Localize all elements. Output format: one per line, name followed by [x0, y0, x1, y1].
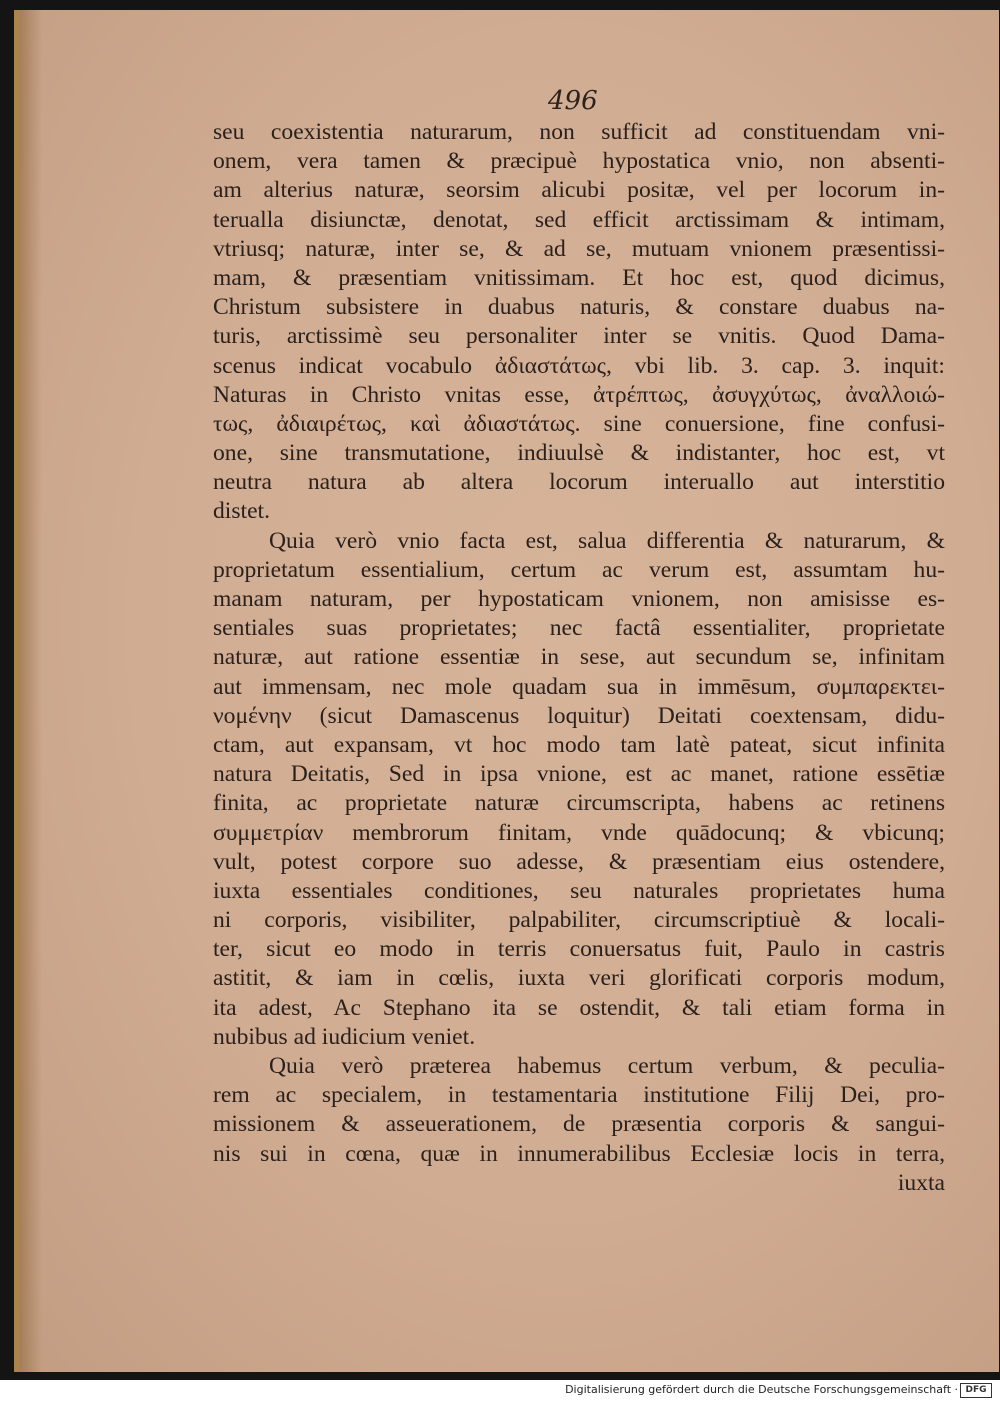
text-line: distet.	[213, 498, 271, 525]
text-line: naturæ, aut ratione essentiæ in sese, aut secundum se, infinitam	[213, 644, 945, 671]
text-line: rem ac specialem, in testamentaria institutione Filij Dei, pro-	[213, 1082, 945, 1109]
text-line: ita adest, Ac Stephano ita se ostendit, & tali etiam forma in	[213, 994, 945, 1021]
text-line: scenus indicat vocabulo ἀδιαστάτως, vbi lib. 3. cap. 3. inquit:	[213, 352, 945, 379]
text-line: Quia verò præterea habemus certum verbum, & peculia-	[269, 1053, 945, 1079]
text-line: finita, ac proprietate naturæ circumscripta, habens ac retinens	[213, 790, 945, 817]
digitization-credit: Digitalisierung gefördert durch die Deutsche Forschungsgemeinschaft ·	[565, 1383, 958, 1396]
page-number: 496	[548, 86, 598, 116]
text-line: manam naturam, per hypostaticam vnionem, non amisisse es-	[213, 586, 945, 612]
dfg-logo: DFG	[960, 1383, 992, 1398]
text-line: astitit, & iam in cœlis, iuxta veri glorificati corporis modum,	[213, 965, 945, 992]
text-line: proprietatum essentialium, certum ac verum est, assumtam hu-	[213, 556, 945, 583]
text-line: sentiales suas proprietates; nec factâ essentialiter, proprietate	[213, 615, 945, 642]
text-line: aut immensam, nec mole quadam sua in immēsum, συμπαρεκτει-	[213, 673, 945, 700]
footer-bar	[0, 1380, 1000, 1401]
text-line: turis, arctissimè seu personaliter inter se vnitis. Quod Dama-	[213, 323, 945, 350]
text-line: mam, & præsentiam vnitissimam. Et hoc est, quod dicimus,	[213, 264, 945, 291]
page-text	[213, 118, 945, 1198]
text-line: iuxta essentiales conditiones, seu naturales proprietates huma	[213, 877, 945, 904]
text-line: ter, sicut eo modo in terris conuersatus fuit, Paulo in castris	[213, 936, 945, 963]
catchword: iuxta	[897, 1169, 945, 1196]
text-line: one, sine transmutatione, indiuulsè & indistanter, hoc est, vt	[213, 440, 945, 467]
text-line: missionem & asseuerationem, de præsentia corporis & sangui-	[213, 1111, 945, 1138]
text-line: ni corporis, visibiliter, palpabiliter, circumscriptiuè & locali-	[213, 907, 945, 934]
text-line: ctam, aut expansam, vt hoc modo tam latè pateat, sicut infinita	[213, 731, 945, 758]
text-line: terualla disiunctæ, denotat, sed efficit arctissimam & intimam,	[213, 206, 945, 233]
text-line: τως, ἀδιαιρέτως, καὶ ἀδιαστάτως. sine conuersione, fine confusi-	[213, 410, 945, 437]
text-line: Christum subsistere in duabus naturis, & constare duabus na-	[213, 294, 945, 321]
text-line: seu coexistentia naturarum, non sufficit ad constituendam vni-	[213, 119, 945, 145]
text-line: nubibus ad iudicium veniet.	[213, 1023, 476, 1050]
text-line: natura Deitatis, Sed in ipsa vnione, est ac manet, ratione essētiæ	[213, 761, 945, 788]
text-line: nis sui in cœna, quæ in innumerabilibus Ecclesiæ locis in terra,	[213, 1140, 945, 1167]
text-line: neutra natura ab altera locorum interuallo aut interstitio	[213, 469, 945, 496]
text-line: vtriusq; naturæ, inter se, & ad se, mutuam vnionem præsentissi-	[213, 235, 945, 262]
page-gutter-shadow	[20, 10, 42, 1372]
text-line: onem, vera tamen & præcipuè hypostatica vnio, non absenti-	[213, 148, 945, 175]
text-line: am alterius naturæ, seorsim alicubi positæ, vel per locorum in-	[213, 177, 945, 204]
text-line: Naturas in Christo vnitas esse, ἀτρέπτως, ἀσυγχύτως, ἀναλλοιώ-	[213, 381, 945, 408]
text-line: Quia verò vnio facta est, salua differentia & naturarum, &	[269, 527, 945, 554]
text-line: vult, potest corpore suo adesse, & præsentiam eius ostendere,	[213, 848, 945, 875]
text-line: νομένην (sicut Damascenus loquitur) Deitati coextensam, didu-	[213, 702, 945, 729]
text-line: συμμετρίαν membrorum finitam, vnde quādocunq; & vbicunq;	[213, 819, 945, 846]
